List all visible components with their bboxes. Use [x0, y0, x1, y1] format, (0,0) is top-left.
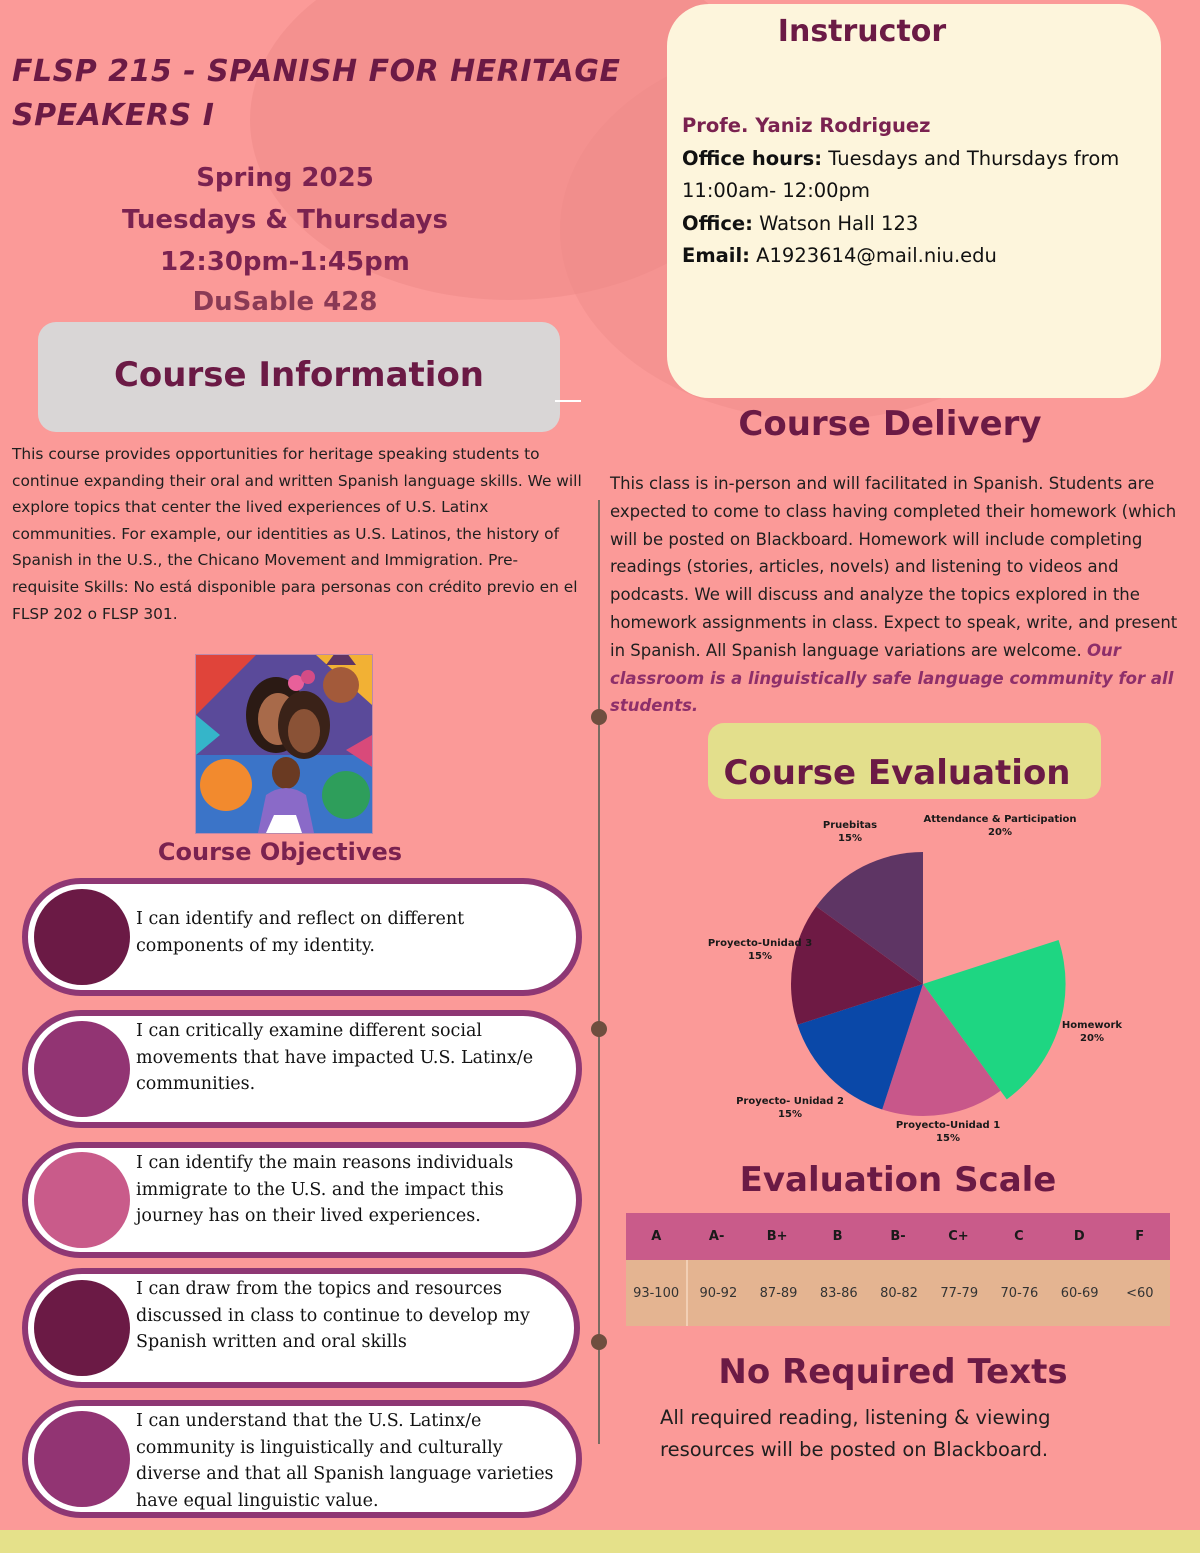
pie-slice-value: 20%: [1080, 1033, 1104, 1044]
pie-slice-label: Homework: [1061, 1020, 1123, 1031]
range-cell: 87-89: [759, 1285, 798, 1301]
course-delivery-body: This class is in-person and will facilitated in Spanish. Students are expected to come to class having completed their homework (which will be posted on Blackboard. Homework will include completing readings (stories, articles, novels) and listening to videos and podcasts. We will discuss and analyze the topics explored in the homework assignments in class. Expect to speak, write, and present in Spanish. All Spanish language variations are welcome.: [610, 474, 1178, 660]
pie-slice-value: 20%: [988, 827, 1012, 838]
course-information-heading: Course Information: [113, 355, 485, 395]
range-cell: 77-79: [940, 1285, 979, 1301]
office-hours-label: Office hours:: [682, 146, 823, 170]
pie-slice-label: Proyecto-Unidad 1: [895, 1120, 1001, 1131]
grade-cell: A: [651, 1229, 662, 1244]
instructor-details: [682, 110, 1142, 273]
course-information-text: This course provides opportunities for heritage speaking students to continue expanding their oral and written Spanish language skills. We will explore topics that center the lived experiences of U.S. Latinx communities. For example, our identities as U.S. Latinos, the history of Spanish in the U.S., the Chicano Movement and Immigration. Pre-requisite Skills: No está disponible para personas con crédito previo en el FLSP 202 o FLSP 301.: [12, 445, 582, 623]
grade-cell: B: [832, 1229, 843, 1244]
objective-bullet-circle: [34, 889, 130, 985]
range-cell: 93-100: [626, 1260, 688, 1326]
objective-card: [22, 1400, 582, 1518]
objective-text: I can identify the main reasons individuals immigrate to the U.S. and the impact this journey has on their lived experiences.: [136, 1153, 514, 1226]
objective-bullet-circle: [34, 1280, 130, 1376]
course-title: FLSP 215 - SPANISH FOR HERITAGE SPEAKERS I: [12, 54, 621, 133]
course-room: DuSable 428: [192, 287, 378, 317]
grade-cell: B+: [766, 1229, 788, 1244]
objective-text: I can draw from the topics and resources discussed in class to continue to develop my Spanish written and oral skills: [136, 1279, 530, 1352]
course-objectives-heading: Course Objectives: [157, 838, 403, 866]
mural-illustration: [196, 655, 372, 833]
course-delivery-emphasis: Our classroom is a linguistically safe language community for all students.: [610, 640, 1174, 716]
office-label: Office:: [682, 211, 753, 235]
email-value[interactable]: A1923614@mail.niu.edu: [749, 244, 997, 267]
objective-card: [22, 1142, 582, 1258]
objective-bullet-circle: [34, 1021, 130, 1117]
range-cell: 70-76: [1000, 1285, 1039, 1301]
course-artwork-image: [195, 654, 373, 834]
grade-cell: C+: [948, 1229, 969, 1244]
grade-cell: A-: [708, 1229, 725, 1244]
email-label: Email:: [682, 244, 750, 267]
range-cell: <60: [1126, 1285, 1154, 1301]
evaluation-pie-chart: [660, 800, 1160, 1160]
objective-card: [22, 878, 582, 996]
course-days: Tuesdays & Thursdays: [122, 205, 448, 235]
objective-card: [22, 1010, 582, 1128]
pie-slice-label: Proyecto-Unidad 3: [707, 938, 813, 949]
course-evaluation-heading: Course Evaluation: [723, 753, 1071, 793]
timeline-dot: [591, 1334, 607, 1350]
grade-cell: D: [1073, 1229, 1085, 1244]
course-delivery-text: [610, 470, 1195, 720]
evaluation-scale-heading: Evaluation Scale: [739, 1160, 1057, 1200]
evaluation-scale-table: [626, 1213, 1170, 1326]
course-delivery-heading: Course Delivery: [738, 404, 1042, 444]
range-cell: 80-82: [880, 1285, 918, 1301]
office-value: Watson Hall 123: [752, 211, 919, 235]
timeline-dot: [591, 1021, 607, 1037]
pie-slice-value: 15%: [838, 833, 862, 844]
office-line: [682, 208, 1142, 241]
pie-slice-label: Pruebitas: [822, 820, 878, 831]
course-time: 12:30pm-1:45pm: [160, 247, 410, 277]
objective-bullet-circle: [34, 1411, 130, 1507]
no-required-texts-heading: No Required Texts: [718, 1352, 1068, 1392]
no-required-texts-text: All required reading, listening & viewing resources will be posted on Blackboard.: [660, 1406, 1051, 1461]
office-hours-value: Tuesdays and Thursdays from 11:00am- 12:00pm: [682, 146, 1120, 202]
course-term: Spring 2025: [196, 163, 374, 193]
office-hours-line: [682, 143, 1142, 208]
range-row: [626, 1260, 1170, 1326]
instructor-name: Profe. Yaniz Rodriguez: [682, 114, 931, 137]
objective-card: [22, 1268, 580, 1388]
timeline-line: [598, 500, 600, 1444]
grade-header-row: [626, 1213, 1170, 1260]
range-cell: 83-86: [819, 1285, 858, 1301]
range-cell: 90-92: [699, 1285, 738, 1301]
pie-slice-label: Attendance & Participation: [923, 814, 1077, 825]
grade-cell: C: [1014, 1229, 1024, 1244]
objective-bullet-circle: [34, 1152, 130, 1248]
grade-cell: B-: [890, 1229, 906, 1244]
objective-text: I can critically examine different social movements that have impacted U.S. Latinx/e communities.: [136, 1021, 534, 1094]
instructor-heading: Instructor: [777, 14, 947, 49]
pie-slice-value: 15%: [748, 951, 772, 962]
objective-text: I can identify and reflect on different components of my identity.: [136, 909, 465, 956]
pie-chart-svg: [660, 800, 1160, 1160]
pie-slice-value: 15%: [936, 1133, 960, 1144]
divider: [555, 400, 581, 402]
email-line: [682, 240, 1142, 273]
range-cell: 60-69: [1060, 1285, 1099, 1301]
pie-slice-label: Proyecto- Unidad 2: [736, 1096, 844, 1107]
objective-text: I can understand that the U.S. Latinx/e community is linguistically and culturally diverse and that all Spanish language varieties have equal linguistic value.: [136, 1411, 554, 1511]
pie-slice-value: 15%: [778, 1109, 802, 1120]
timeline-dot: [591, 709, 607, 725]
grade-cell: F: [1135, 1229, 1145, 1244]
footer-band: [0, 1530, 1200, 1553]
